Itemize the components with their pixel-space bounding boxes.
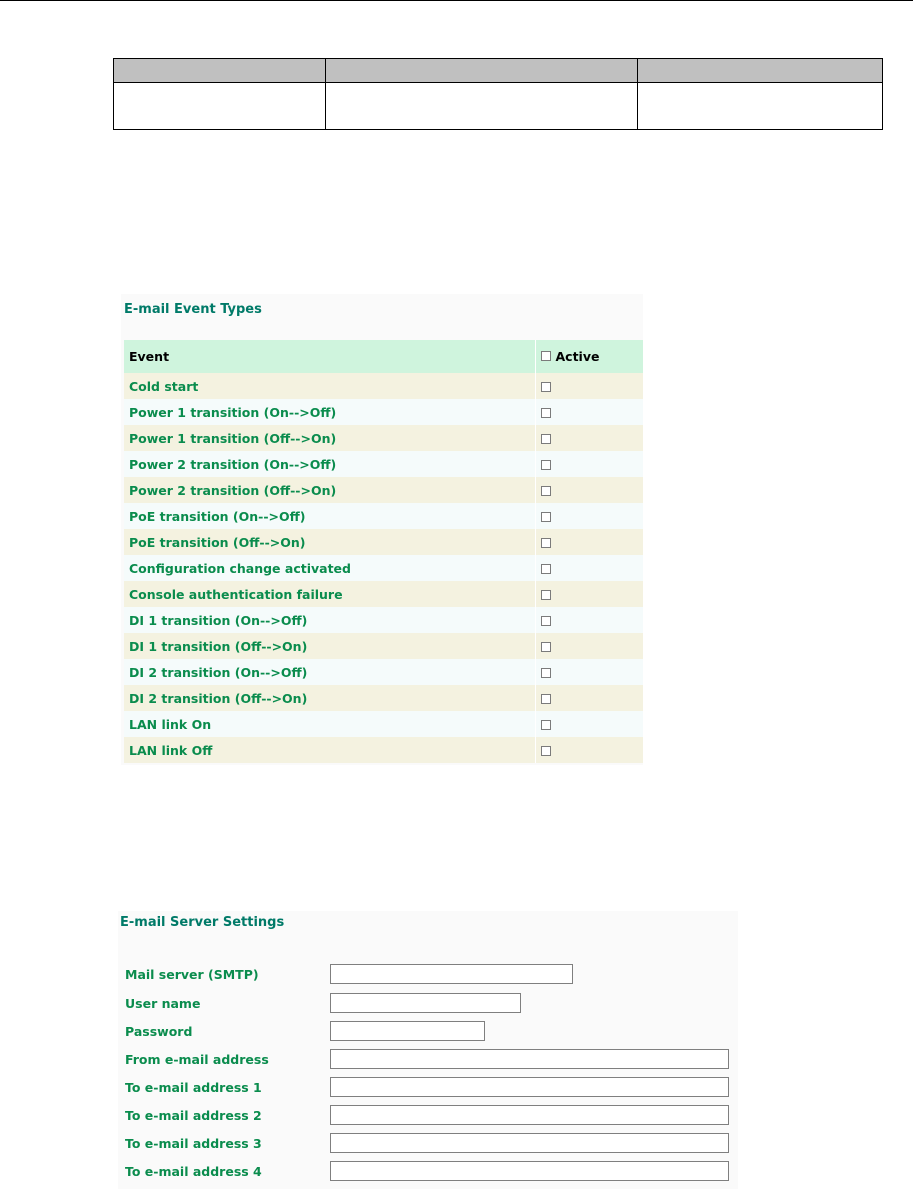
event-active-cell [535,373,643,399]
password-input[interactable] [330,1021,485,1041]
event-label: DI 1 transition (Off-->On) [124,633,535,659]
mail-server-label: Mail server (SMTP) [125,967,259,982]
event-label: Console authentication failure [124,581,535,607]
event-active-cell [535,555,643,581]
event-active-cell [535,451,643,477]
to-email-2-label: To e-mail address 2 [125,1108,262,1123]
active-all-checkbox[interactable] [541,351,551,361]
event-active-checkbox[interactable] [541,486,551,496]
page-top-rule [0,0,913,1]
event-row [124,477,643,503]
event-column-header: Event [124,340,535,373]
to-email-1-input[interactable] [330,1077,729,1097]
spec-table-cell [325,83,638,130]
email-event-table [124,340,644,763]
spec-table-header-cell [325,59,638,83]
to-email-4-input[interactable] [330,1161,729,1181]
event-active-checkbox[interactable] [541,408,551,418]
event-row [124,737,643,763]
email-server-settings-title: E-mail Server Settings [120,915,285,930]
event-row [124,685,643,711]
from-email-input[interactable] [330,1049,729,1069]
event-row [124,633,643,659]
event-table-header-row [124,340,643,373]
event-label: DI 1 transition (On-->Off) [124,607,535,633]
event-label: Power 2 transition (Off-->On) [124,477,535,503]
event-active-checkbox[interactable] [541,512,551,522]
spec-table [113,58,883,130]
event-row [124,373,643,399]
to-email-4-label: To e-mail address 4 [125,1164,262,1179]
to-email-1-label: To e-mail address 1 [125,1080,262,1095]
event-row [124,451,643,477]
event-row [124,711,643,737]
event-row [124,425,643,451]
event-active-checkbox[interactable] [541,668,551,678]
event-label: LAN link On [124,711,535,737]
field-row-from-email [118,1049,738,1071]
field-row-password [118,1021,738,1043]
event-label: Configuration change activated [124,555,535,581]
field-row-to-email-1 [118,1077,738,1099]
event-label: Cold start [124,373,535,399]
event-active-checkbox[interactable] [541,694,551,704]
event-row [124,555,643,581]
email-event-types-panel [121,294,643,765]
event-active-cell [535,659,643,685]
event-active-checkbox[interactable] [541,616,551,626]
email-server-settings-panel [118,911,738,1189]
event-label: LAN link Off [124,737,535,763]
event-row [124,581,643,607]
event-active-cell [535,425,643,451]
active-column-header [535,340,643,373]
event-label: Power 1 transition (On-->Off) [124,399,535,425]
field-row-mail-server [118,964,738,986]
event-active-checkbox[interactable] [541,382,551,392]
event-active-cell [535,477,643,503]
field-row-to-email-3 [118,1133,738,1155]
event-label: PoE transition (Off-->On) [124,529,535,555]
event-row [124,529,643,555]
spec-table-cell [638,83,883,130]
to-email-3-label: To e-mail address 3 [125,1136,262,1151]
event-active-cell [535,529,643,555]
field-row-to-email-4 [118,1161,738,1183]
active-column-label: Active [555,348,600,364]
event-active-checkbox[interactable] [541,720,551,730]
event-active-checkbox[interactable] [541,538,551,548]
user-name-input[interactable] [330,993,521,1013]
event-row [124,659,643,685]
event-active-cell [535,711,643,737]
spec-table-header-cell [114,59,326,83]
spec-table-header-cell [638,59,883,83]
event-active-cell [535,737,643,763]
event-label: Power 2 transition (On-->Off) [124,451,535,477]
event-active-cell [535,581,643,607]
event-label: DI 2 transition (On-->Off) [124,659,535,685]
from-email-label: From e-mail address [125,1052,269,1067]
event-label: Power 1 transition (Off-->On) [124,425,535,451]
event-label: PoE transition (On-->Off) [124,503,535,529]
mail-server-input[interactable] [330,964,573,984]
event-active-checkbox[interactable] [541,434,551,444]
to-email-2-input[interactable] [330,1105,729,1125]
event-active-checkbox[interactable] [541,642,551,652]
spec-table-row [114,83,883,130]
event-active-cell [535,607,643,633]
field-row-to-email-2 [118,1105,738,1127]
event-active-checkbox[interactable] [541,590,551,600]
password-label: Password [125,1024,193,1039]
event-row [124,607,643,633]
email-event-types-title: E-mail Event Types [124,302,262,317]
user-name-label: User name [125,996,201,1011]
to-email-3-input[interactable] [330,1133,729,1153]
event-label: DI 2 transition (Off-->On) [124,685,535,711]
spec-table-header-row [114,59,883,83]
event-active-checkbox[interactable] [541,746,551,756]
event-active-cell [535,685,643,711]
event-active-checkbox[interactable] [541,564,551,574]
event-row [124,503,643,529]
event-active-cell [535,399,643,425]
event-row [124,399,643,425]
event-active-checkbox[interactable] [541,460,551,470]
event-active-cell [535,633,643,659]
field-row-user-name [118,993,738,1015]
spec-table-cell [114,83,326,130]
event-active-cell [535,503,643,529]
